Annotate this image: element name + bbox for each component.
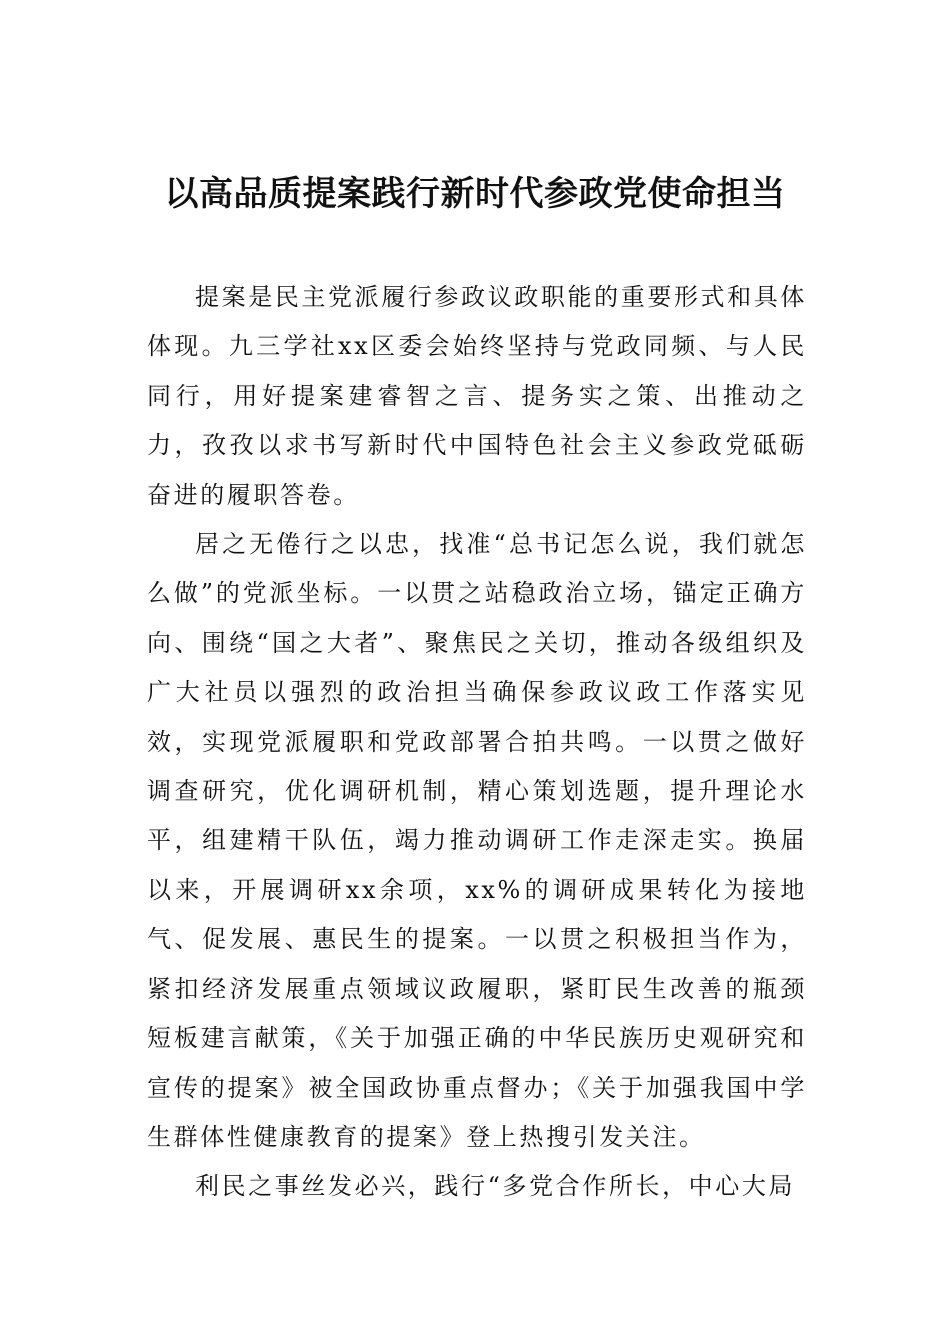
paragraph-1: 提案是民主党派履行参政议政职能的重要形式和具体体现。九三学社xx区委会始终坚持与党政同频、与人民同行，用好提案建睿智之言、提务实之策、出推动之力，孜孜以求书写新时代中国特色社会主义参政党砥砺奋进的履职答卷。 <box>147 283 807 509</box>
document-body <box>147 273 807 1212</box>
document-title: 以高品质提案践行新时代参政党使命担当 <box>164 174 786 214</box>
paragraph-3: 利民之事丝发必兴，践行“多党合作所长，中心大局 <box>195 1172 796 1201</box>
paragraph-2: 居之无倦行之以忠，找准“总书记怎么说，我们就怎么做”的党派坐标。一以贯之站稳政治立场，锚定正确方向、围绕“国之大者”、聚焦民之关切，推动各级组织及广大社员以强烈的政治担当确保参政议政工作落实见效，实现党派履职和党政部署合拍共鸣。一以贯之做好调查研究，优化调研机制，精心策划选题，提升理论水平，组建精干队伍，竭力推动调研工作走深走实。换届以来，开展调研xx余项，xx%的调研成果转化为接地气、促发展、惠民生的提案。一以贯之积极担当作为，紧扣经济发展重点领域议政履职，紧盯民生改善的瓶颈短板建言献策，《关于加强正确的中华民族历史观研究和宣传的提案》被全国政协重点督办；《关于加强我国中学生群体性健康教育的提案》登上热搜引发关注。 <box>147 530 807 1151</box>
